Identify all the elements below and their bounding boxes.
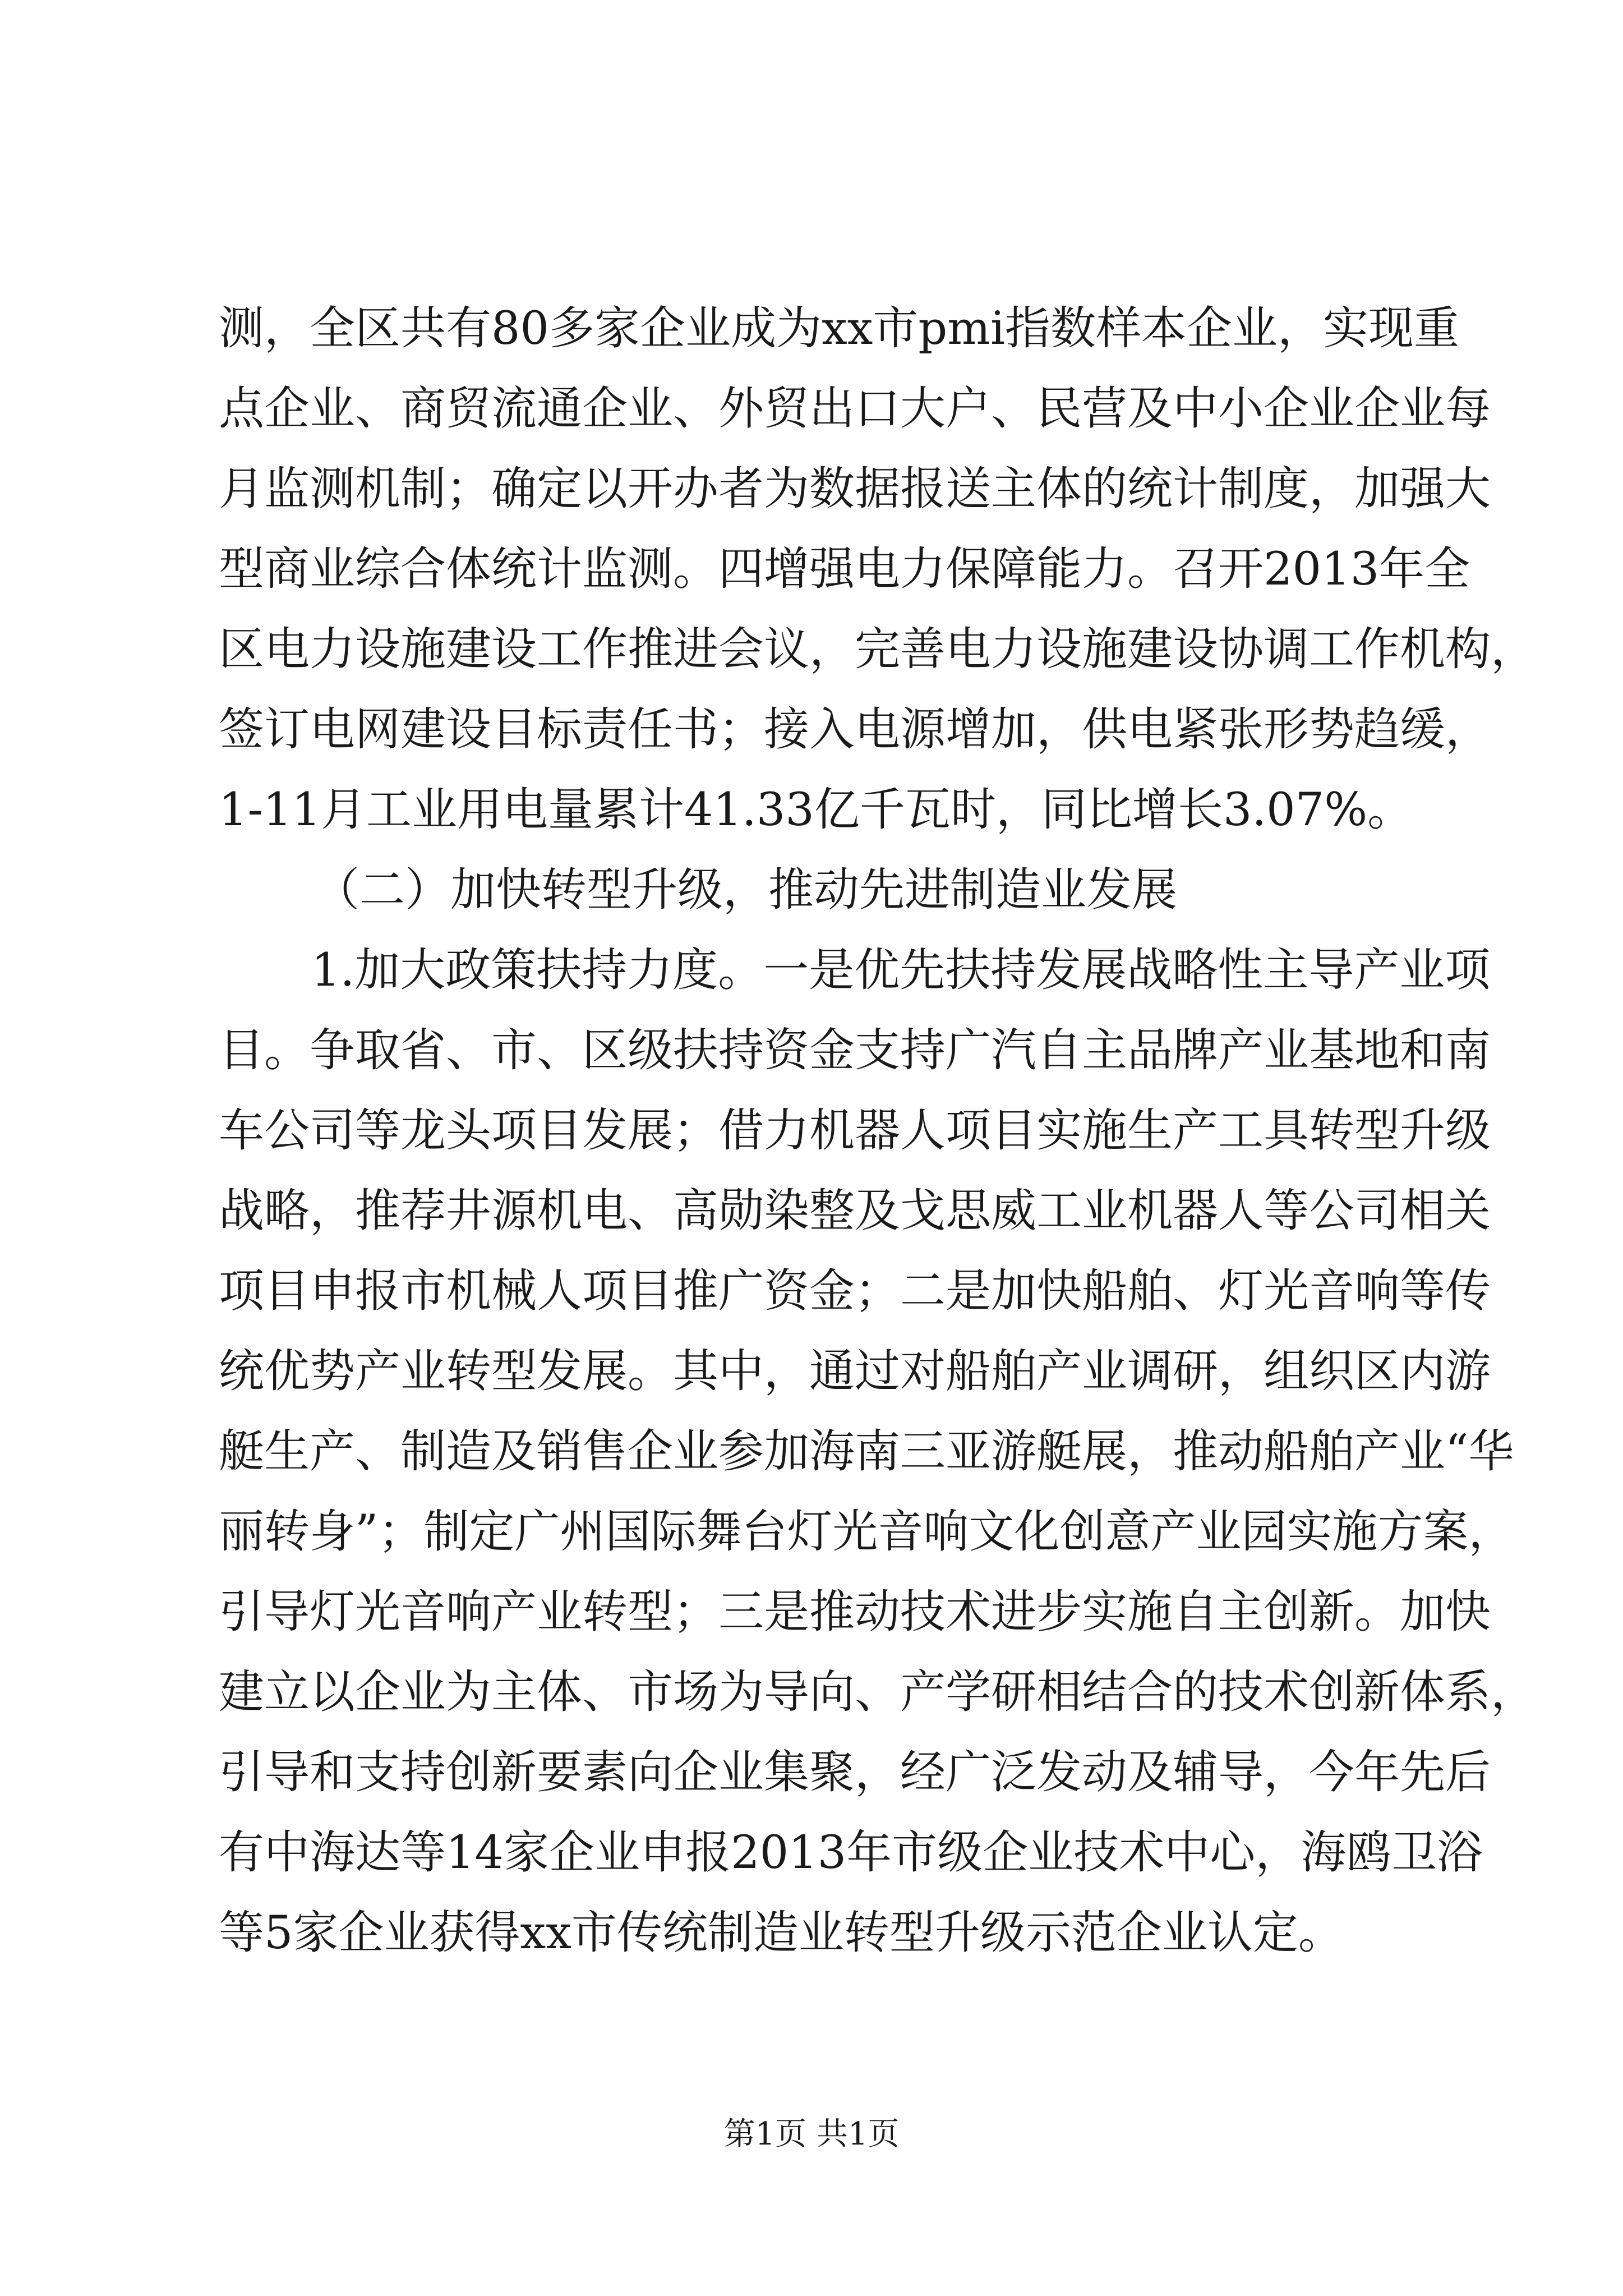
- section-heading: （二）加快转型升级，推动先进制造业发展: [314, 864, 1178, 917]
- paragraph-line: 等5家企业获得xx市传统制造业转型升级示范企业认定。: [219, 1907, 1344, 1959]
- paragraph-line: 艇生产、制造及销售企业参加海南三亚游艇展，推动船舶产业“华: [219, 1425, 1514, 1478]
- paragraph-line: 月监测机制；确定以开办者为数据报送主体的统计制度，加强大: [219, 463, 1491, 516]
- paragraph-line: 型商业综合体统计监测。四增强电力保障能力。召开2013年全: [219, 543, 1470, 596]
- paragraph-line: 战略，推荐井源机电、高勋染整及戈思威工业机器人等公司相关: [219, 1185, 1491, 1237]
- paragraph-line: 引导和支持创新要素向企业集聚，经广泛发动及辅导，今年先后: [219, 1746, 1491, 1799]
- paragraph-line: 1.加大政策扶持力度。一是优先扶持发展战略性主导产业项: [311, 944, 1491, 997]
- paragraph-line: 点企业、商贸流通企业、外贸出口大户、民营及中小企业企业每: [219, 383, 1491, 435]
- paragraph-line: 1-11月工业用电量累计41.33亿千瓦时，同比增长3.07%。: [219, 784, 1413, 836]
- paragraph-line: 签订电网建设目标责任书；接入电源增加，供电紧张形势趋缓，: [219, 703, 1491, 756]
- page-footer: 第1页 共1页: [723, 2116, 900, 2152]
- paragraph-line: 丽转身”；制定广州国际舞台灯光音响文化创意产业园实施方案，: [219, 1506, 1514, 1558]
- paragraph-line: 测，全区共有80多家企业成为xx市pmi指数样本企业，实现重: [219, 302, 1459, 355]
- paragraph-line: 有中海达等14家企业申报2013年市级企业技术中心，海鸥卫浴: [219, 1826, 1483, 1879]
- paragraph-line: 区电力设施建设工作推进会议，完善电力设施建设协调工作机构，: [219, 623, 1537, 676]
- paragraph-line: 目。争取省、市、区级扶持资金支持广汽自主品牌产业基地和南: [219, 1024, 1491, 1077]
- paragraph-line: 统优势产业转型发展。其中，通过对船舶产业调研，组织区内游: [219, 1345, 1491, 1398]
- paragraph-line: 车公司等龙头项目发展；借力机器人项目实施生产工具转型升级: [219, 1105, 1491, 1157]
- paragraph-line: 建立以企业为主体、市场为导向、产学研相结合的技术创新体系，: [219, 1666, 1537, 1719]
- paragraph-line: 引导灯光音响产业转型；三是推动技术进步实施自主创新。加快: [219, 1586, 1491, 1639]
- paragraph-line: 项目申报市机械人项目推广资金；二是加快船舶、灯光音响等传: [219, 1265, 1491, 1318]
